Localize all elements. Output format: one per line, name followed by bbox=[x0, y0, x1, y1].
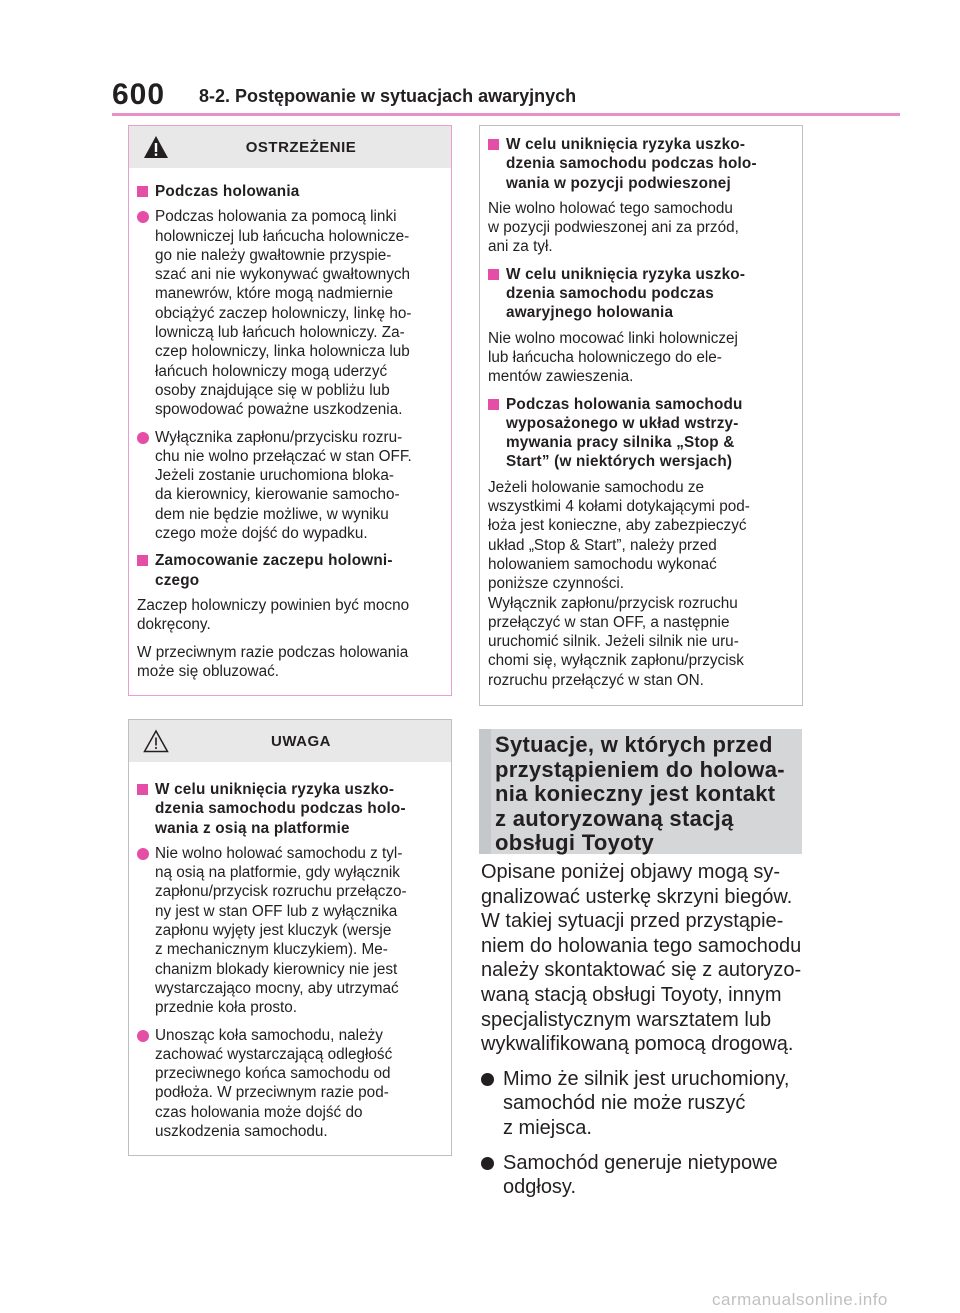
main-bullet-noise: Samochód generuje nietypowe odgłosy. bbox=[481, 1151, 803, 1200]
warning-box-title-bar bbox=[129, 126, 451, 168]
warning-box bbox=[128, 125, 452, 696]
notice-bullet-lifting: Unosząc koła samochodu, należy zachować wystarczającą odległość przeciwnego końca samochodu od podłoża. W przeciwnym razie pod- czas holowania może dojść do uszkodzenia samochodu. bbox=[137, 1026, 444, 1142]
page-number: 600 bbox=[112, 78, 166, 111]
notice-title: UWAGA bbox=[271, 732, 331, 750]
warning-heading-hook: Zamocowanie zaczepu holowni- czego bbox=[137, 551, 444, 590]
continuation-body bbox=[480, 126, 802, 704]
warning-heading-towing: Podczas holowania bbox=[137, 182, 444, 201]
main-body bbox=[481, 860, 803, 1200]
main-intro: Opisane poniżej objawy mogą sy- gnalizować usterkę skrzyni biegów. W takiej sytuacji przed przystąpie- niem do holowania tego samochodu należy skontaktować się z autoryzo- waną stacją obsługi Toyoty, innym specjalistycznym warsztatem lub wykwalifikowaną pomocą drogową. bbox=[481, 861, 802, 1056]
watermark: carmanualsonline.info bbox=[712, 1290, 888, 1309]
page-header bbox=[0, 0, 960, 118]
section-heading-block bbox=[479, 729, 802, 854]
section-heading-line: z autoryzowaną stacją bbox=[495, 805, 734, 831]
notice-continuation-box bbox=[479, 125, 803, 706]
caution-triangle-icon bbox=[143, 729, 169, 753]
notice-box bbox=[128, 719, 452, 1156]
warning-para-loosen: W przeciwnym razie podczas holowania może się obluzować. bbox=[137, 643, 409, 680]
cont-heading-suspended: W celu uniknięcia ryzyka uszko- dzenia samochodu podczas holo- wania w pozycji podwieszonej bbox=[488, 135, 795, 193]
section-heading-line: obsługi Toyoty bbox=[495, 830, 655, 856]
section-heading-line: Sytuacje, w których przed bbox=[495, 732, 773, 757]
section-heading-line: przystąpieniem do holowa- bbox=[495, 756, 785, 782]
warning-bullet-ignition: Wyłącznika zapłonu/przycisku rozru- chu nie wolno przełączać w stan OFF. Jeżeli zostanie uruchomiona bloka- da kierownicy, kierowanie samocho- dem nie będzie możliwe, w wyniku czego może dojść do wypadku. bbox=[137, 428, 444, 544]
cont-para-suspended: Nie wolno holować tego samochodu w pozycji podwieszonej ani za przód, ani za tył. bbox=[488, 199, 739, 256]
cont-para-emergency: Nie wolno mocować linki holowniczej lub łańcucha holowniczego do ele- mentów zawieszenia. bbox=[488, 329, 738, 386]
warning-triangle-icon bbox=[143, 135, 169, 159]
cont-heading-emergency: W celu uniknięcia ryzyka uszko- dzenia samochodu podczas awaryjnego holowania bbox=[488, 265, 795, 323]
notice-heading-platform: W celu uniknięcia ryzyka uszko- dzenia samochodu podczas holo- wania z osią na platformie bbox=[137, 780, 444, 838]
header-rule bbox=[112, 113, 900, 116]
warning-title: OSTRZEŻENIE bbox=[245, 138, 357, 156]
warning-bullet-towing: Podczas holowania za pomocą linki holowniczej lub łańcucha holownicze- go nie należy gwałtownie przyspie- szać ani nie wykonywać gwałtownych manewrów, które mogą nadmiernie obciążyć zaczep holowniczy, linkę ho- lowniczą lub łańcuch holowniczy. Za- czep holowniczy, linka holownicza lub łańcuch holowniczy mogą uderzyć osoby znajdujące się w pobliżu lub spowodować poważne uszkodzenia. bbox=[137, 207, 444, 419]
main-bullet-no-move: Mimo że silnik jest uruchomiony, samochód nie może ruszyć z miejsca. bbox=[481, 1067, 803, 1141]
notice-box-title-bar bbox=[129, 720, 451, 762]
cont-para-stop-start: Jeżeli holowanie samochodu ze wszystkimi 4 kołami dotykającymi pod- łoża jest konieczne, aby zabezpieczyć układ „Stop & Start”, należy przed holowaniem samochodu wykonać poniższe czynności. Wyłącznik zapłonu/przycisk rozruchu przełączyć w stan OFF, a następnie uruchomić silnik. Jeżeli silnik nie uru- chomi się, wyłącznik zapłonu/przycisk rozruchu przełączyć w stan ON. bbox=[488, 478, 750, 689]
warning-para-hook: Zaczep holowniczy powinien być mocno dokręcony. bbox=[137, 596, 410, 634]
notice-bullet-platform: Nie wolno holować samochodu z tyl- ną osią na platformie, gdy wyłącznik zapłonu/przycisk rozruchu przełączo- ny jest w stan OFF lub z wyłącznika zapłonu wyjęty jest kluczyk (wersje z mechanicznym kluczykiem). Me- chanizm blokady kierownicy nie jest wystarczająco mocny, aby utrzymać przednie koła prosto. bbox=[137, 844, 444, 1018]
warning-body bbox=[129, 168, 451, 695]
section-heading-line: nia konieczny jest kontakt bbox=[495, 781, 776, 807]
cont-heading-stop-start: Podczas holowania samochodu wyposażonego w układ wstrzy- mywania pracy silnika „Stop & Start” (w niektórych wersjach) bbox=[488, 395, 795, 472]
notice-body bbox=[129, 762, 451, 1155]
section-title: 8-2. Postępowanie w sytuacjach awaryjnych bbox=[199, 86, 577, 106]
